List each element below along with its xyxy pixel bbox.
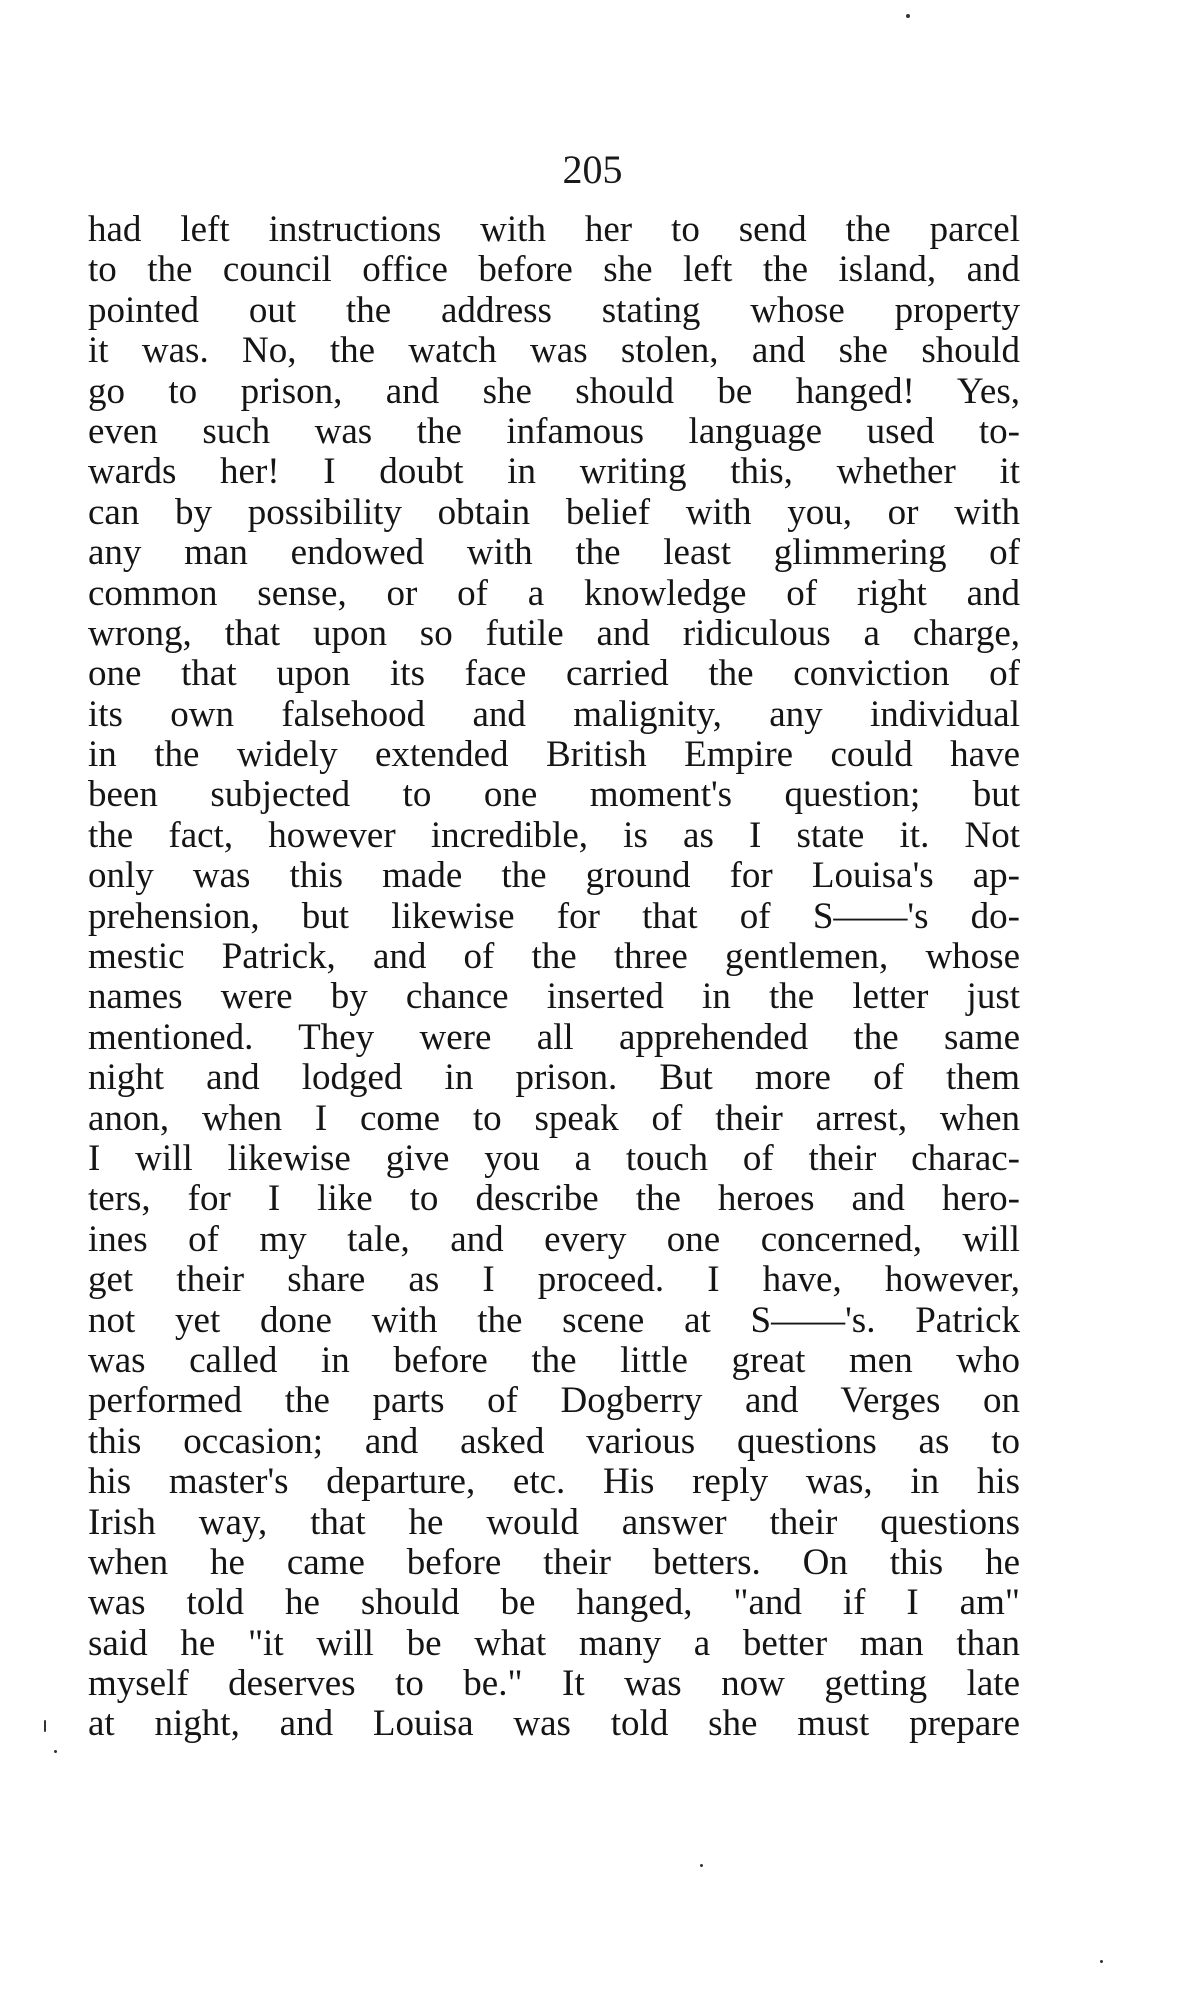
text-line: pointed out the address stating whose property xyxy=(88,290,1020,331)
page-number: 205 xyxy=(562,147,623,192)
scan-speck xyxy=(700,1864,703,1867)
text-line: get their share as I proceed. I have, however, xyxy=(88,1260,1020,1301)
text-line: any man endowed with the least glimmering of xyxy=(88,533,1020,574)
scan-speck xyxy=(906,14,910,18)
text-line: at night, and Louisa was told she must prepare xyxy=(88,1704,1020,1745)
text-line: even such was the infamous language used to- xyxy=(88,411,1020,452)
text-line: I will likewise give you a touch of their charac- xyxy=(88,1138,1020,1179)
text-line: wards her! I doubt in writing this, whether it xyxy=(88,452,1020,493)
scan-speck xyxy=(54,1750,57,1753)
scan-speck xyxy=(1100,1960,1103,1963)
text-line: the fact, however incredible, is as I state it. Not xyxy=(88,815,1020,856)
text-line: was called in before the little great men who xyxy=(88,1340,1020,1381)
text-line: not yet done with the scene at S——'s. Patrick xyxy=(88,1300,1020,1341)
text-line: in the widely extended British Empire could have xyxy=(88,735,1020,776)
text-line: anon, when I come to speak of their arrest, when xyxy=(88,1098,1020,1139)
text-line: night and lodged in prison. But more of them xyxy=(88,1058,1020,1099)
text-line: was told he should be hanged, "and if I am" xyxy=(88,1583,1020,1624)
text-line: this occasion; and asked various questions as to xyxy=(88,1421,1020,1462)
text-line: common sense, or of a knowledge of right and xyxy=(88,573,1020,614)
text-line: names were by chance inserted in the letter just xyxy=(88,977,1020,1018)
text-line: had left instructions with her to send the parcel xyxy=(88,210,1020,250)
text-line: prehension, but likewise for that of S——'s do- xyxy=(88,896,1020,937)
text-line: his master's departure, etc. His reply was, in his xyxy=(88,1462,1020,1503)
scan-speck xyxy=(44,1720,46,1732)
text-line: mentioned. They were all apprehended the same xyxy=(88,1017,1020,1058)
text-line: Irish way, that he would answer their questions xyxy=(88,1502,1020,1543)
text-line: its own falsehood and malignity, any individual xyxy=(88,694,1020,735)
text-line: wrong, that upon so futile and ridiculous a charge, xyxy=(88,613,1020,654)
text-line: mestic Patrick, and of the three gentlemen, whose xyxy=(88,937,1020,978)
text-line: can by possibility obtain belief with you, or with xyxy=(88,492,1020,533)
text-line: only was this made the ground for Louisa's ap- xyxy=(88,856,1020,897)
text-line: one that upon its face carried the conviction of xyxy=(88,654,1020,695)
text-line: when he came before their betters. On this he xyxy=(88,1542,1020,1583)
text-line: performed the parts of Dogberry and Verges on xyxy=(88,1381,1020,1422)
text-line: been subjected to one moment's question; but xyxy=(88,775,1020,816)
text-line: go to prison, and she should be hanged! Yes, xyxy=(88,371,1020,412)
body-text xyxy=(88,210,1020,1745)
text-line: ines of my tale, and every one concerned, will xyxy=(88,1219,1020,1260)
text-line: to the council office before she left the island, and xyxy=(88,250,1020,291)
text-line: ters, for I like to describe the heroes and hero- xyxy=(88,1179,1020,1220)
text-line: myself deserves to be." It was now getting late xyxy=(88,1664,1020,1705)
text-line: it was. No, the watch was stolen, and she should xyxy=(88,331,1020,372)
text-line: said he "it will be what many a better man than xyxy=(88,1623,1020,1664)
